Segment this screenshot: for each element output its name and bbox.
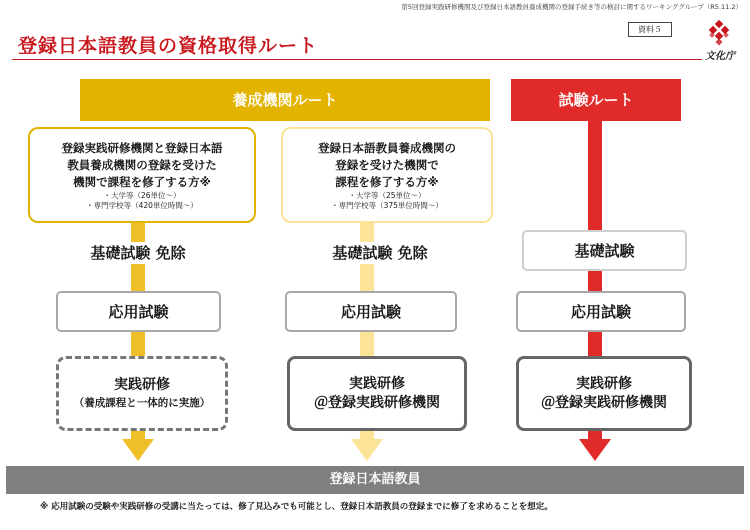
col2-training-box bbox=[287, 356, 467, 431]
col2-desc-line: 登録を受けた機関で bbox=[335, 157, 439, 172]
shiken-route-header: 試験ルート bbox=[511, 79, 681, 121]
col1-applied-exam-box bbox=[56, 291, 221, 332]
agency-logo-icon bbox=[706, 20, 732, 46]
col2-desc-line: 課程を修了する方※ bbox=[335, 174, 439, 189]
col1-sub-line: ・専門学校等（420単位時間～） bbox=[86, 200, 198, 210]
document-tag: 資料５ bbox=[628, 22, 672, 37]
col2-description-box bbox=[281, 127, 493, 223]
meeting-note: 第5回登録実践研修機関及び登録日本語教員養成機関の登録手続き等の検討に関するワーキンググループ（R5.11.2） bbox=[401, 3, 742, 11]
col3-training-label: 実践研修 bbox=[576, 375, 632, 392]
col3-training-note: ＠登録実践研修機関 bbox=[541, 394, 667, 411]
col1-sub-line: ・大学等（26単位～） bbox=[103, 190, 181, 200]
title-divider bbox=[12, 59, 702, 60]
col2-arrow-icon bbox=[351, 439, 383, 461]
page-title: 登録日本語教員の資格取得ルート bbox=[18, 35, 319, 57]
col1-training-label: 実践研修 bbox=[114, 377, 170, 393]
col1-desc-line: 機関で課程を修了する方※ bbox=[73, 174, 211, 189]
col3-arrow-icon bbox=[579, 439, 611, 461]
col2-sub-line: ・専門学校等（375単位時間～） bbox=[331, 200, 443, 210]
col2-sub-line: ・大学等（25単位～） bbox=[348, 190, 426, 200]
col1-basic-exam-exempt: 基礎試験 免除 bbox=[58, 242, 218, 264]
col3-basic-exam-label: 基礎試験 bbox=[574, 242, 635, 260]
col1-arrow-icon bbox=[122, 439, 154, 461]
col3-applied-exam-box bbox=[516, 291, 686, 332]
col2-applied-exam-label: 応用試験 bbox=[340, 303, 401, 321]
col2-basic-exam-exempt: 基礎試験 免除 bbox=[294, 242, 466, 264]
col1-desc-line: 登録実践研修機関と登録日本語 bbox=[61, 140, 223, 155]
col1-desc-line: 教員養成機関の登録を受けた bbox=[67, 157, 217, 172]
col3-basic-exam-box bbox=[522, 230, 687, 271]
col1-training-box bbox=[56, 356, 228, 431]
col2-applied-exam-box bbox=[285, 291, 457, 332]
agency-logo-text: 文化庁 bbox=[705, 51, 735, 62]
col2-training-note: ＠登録実践研修機関 bbox=[314, 394, 440, 411]
col2-desc-line: 登録日本語教員養成機関の bbox=[318, 140, 456, 155]
yousei-route-header: 養成機関ルート bbox=[80, 79, 490, 121]
result-bar: 登録日本語教員 bbox=[6, 466, 744, 494]
col3-training-box bbox=[516, 356, 692, 431]
footnote: ※ 応用試験の受験や実践研修の受講に当たっては、修了見込みでも可能とし、登録日本語教員の登録までに修了を求めることを想定。 bbox=[40, 502, 553, 512]
col1-description-box bbox=[28, 127, 256, 223]
col1-applied-exam-label: 応用試験 bbox=[108, 303, 169, 321]
col1-training-note: （養成課程と一体的に実施） bbox=[73, 397, 211, 409]
col2-training-label: 実践研修 bbox=[349, 375, 405, 392]
col3-applied-exam-label: 応用試験 bbox=[570, 303, 631, 321]
